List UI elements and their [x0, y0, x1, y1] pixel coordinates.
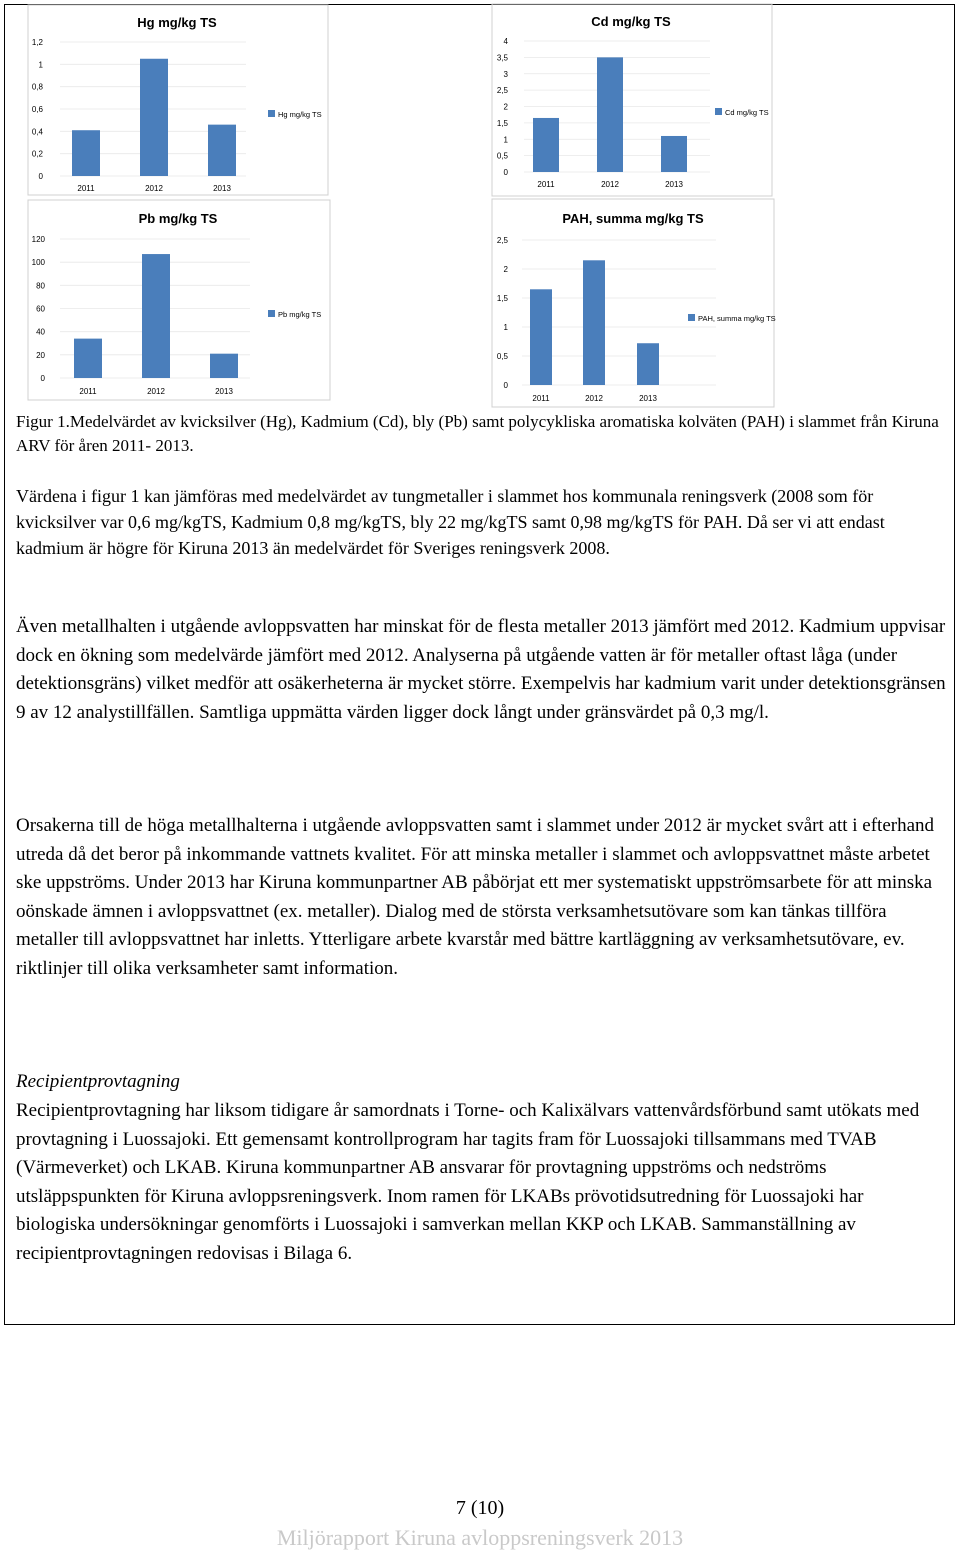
pah-x-tick-label: 2011: [532, 394, 550, 403]
hg-x-tick-label: 2012: [145, 184, 163, 193]
cd-y-tick-label: 1,5: [496, 118, 508, 128]
pb-legend-label: Pb mg/kg TS: [278, 310, 322, 319]
pb-y-tick-label: 80: [36, 281, 45, 291]
paragraph-4: Recipientprovtagning har liksom tidigare år samordnats i Torne- och Kalixälvars vattenvårdsförbund samt utökats med provtagning i Luossajoki. Ett gemensamt kontrollprogram har tagits fram för Luossajoki tillsammans med TVAB (Värmeverket) och LKAB. Kiruna kommunpartner AB ansvarar för provtagning uppströms och nedströms utsläppspunkten för Kiruna avloppsreningsverk. Inom ramen för LKABs prövotidsutredning för Luossajoki har biologiska undersökningar genomförts i Luossajoki i samverkan mellan KKP och LKAB. Sammanställning av recipientprovtagningen redovisas i Bilaga 6.: [16, 1100, 920, 1264]
cd-x-tick-label: 2013: [665, 180, 683, 189]
pb-y-tick-label: 100: [31, 258, 45, 268]
pb-y-tick-label: 20: [36, 350, 45, 360]
hg-y-tick-label: 0,2: [31, 149, 43, 159]
pah-bar-2013: [637, 343, 659, 385]
pb-y-tick-label: 40: [36, 327, 45, 337]
pah-y-tick-label: 1: [503, 323, 508, 332]
pb-y-tick-label: 60: [36, 304, 45, 314]
paragraph-1: Värdena i figur 1 kan jämföras med medelvärdet av tungmetaller i slammet hos kommunala reningsverk (2008 som för kvicksilver var 0,6 mg/kgTS, Kadmium 0,8 mg/kgTS, bly 22 mg/kgTS samt 0,98 mg/kgTS för PAH. Då ser vi att endast kadmium är högre för Kiruna 2013 än medelvärdet för Sveriges reningsverk 2008.: [16, 486, 885, 558]
paragraph-3: Orsakerna till de höga metallhalterna i utgående avloppsvatten samt i slammet under 2012 är mycket svårt att i efterhand utreda då det beror på inkommande vattnets kvalitet. För att minska metaller i slammet och avloppsvattnet måste arbetet ske uppströms. Under 2013 har Kiruna kommunpartner AB påbörjat ett mer systematiskt uppströmsarbete för att minska oönskade ämnen i avloppsvattnet (ex. metaller). Dialog med de största verksamhetsutövare som kan tänkas tillföra metaller till avloppsvattnet har inletts. Ytterligare arbete kvarstår med bättre kartläggning av verksamhetsutövare, ev. riktlinjer till olika verksamheter samt information.: [16, 815, 935, 979]
cd-y-tick-label: 2,5: [496, 86, 508, 96]
pah-y-tick-label: 2,5: [496, 236, 508, 245]
pah-chart: [0, 0, 960, 410]
hg-y-tick-label: 1: [38, 60, 43, 70]
cd-chart-title: Cd mg/kg TS: [591, 14, 671, 29]
paragraph-2: Även metallhalten i utgående avloppsvatten har minskat för de flesta metaller 2013 jämfört med 2012. Kadmium uppvisar dock en ökning som medelvärde jämfört med 2012. Analyserna på utgående vatten är för metaller oftast låga (under detektionsgräns) vilket medför att osäkerheterna är mycket större. Exempelvis har kadmium varit under detektionsgränsen 9 av 12 analystillfällen. Samtliga uppmätta värden ligger dock långt under gränsvärdet på 0,3 mg/l.: [16, 616, 946, 723]
cd-x-tick-label: 2011: [537, 180, 555, 189]
cd-y-tick-label: 1: [503, 135, 508, 145]
pb-chart-title: Pb mg/kg TS: [138, 211, 218, 226]
pb-y-tick-label: 120: [31, 235, 45, 244]
pah-y-tick-label: 0,5: [496, 352, 508, 361]
pah-legend-swatch: [688, 314, 695, 321]
cd-legend-label: Cd mg/kg TS: [725, 108, 769, 117]
pah-legend-label: PAH, summa mg/kg TS: [698, 314, 776, 323]
page-number: 7 (10): [455, 1497, 505, 1519]
hg-y-tick-label: 0: [38, 172, 43, 181]
pah-y-tick-label: 2: [503, 265, 508, 274]
pah-x-tick-label: 2012: [585, 394, 603, 403]
hg-x-tick-label: 2013: [213, 184, 231, 193]
hg-legend-label: Hg mg/kg TS: [278, 110, 322, 119]
pb-x-tick-label: 2012: [147, 387, 165, 396]
pah-x-tick-label: 2013: [639, 394, 657, 403]
hg-y-tick-label: 0,8: [31, 82, 43, 92]
hg-y-tick-label: 0,6: [31, 105, 43, 114]
cd-y-tick-label: 0: [503, 168, 508, 177]
pah-bar-2011: [530, 289, 552, 385]
pah-y-tick-label: 0: [503, 381, 508, 390]
hg-y-tick-label: 1,2: [31, 38, 43, 47]
pah-y-tick-label: 1,5: [496, 294, 508, 303]
hg-x-tick-label: 2011: [77, 184, 95, 193]
cd-y-tick-label: 4: [503, 37, 508, 46]
cd-y-tick-label: 3: [503, 69, 508, 79]
cd-y-tick-label: 2: [503, 102, 508, 112]
pb-x-tick-label: 2011: [79, 387, 97, 396]
pah-bar-2012: [583, 260, 605, 385]
section-heading-recipientprovtagning: Recipientprovtagning: [16, 1071, 180, 1092]
cd-y-tick-label: 0,5: [496, 151, 508, 161]
pah-chart-title: PAH, summa mg/kg TS: [562, 211, 704, 226]
cd-x-tick-label: 2012: [601, 180, 619, 189]
hg-chart-title: Hg mg/kg TS: [137, 15, 217, 30]
pb-y-tick-label: 0: [40, 374, 45, 383]
figure-caption: Figur 1.Medelvärdet av kvicksilver (Hg), Kadmium (Cd), bly (Pb) samt polycykliska aromatiska kolväten (PAH) i slammet från Kiruna ARV för åren 2011- 2013.: [16, 412, 939, 455]
cd-y-tick-label: 3,5: [496, 53, 508, 63]
footer-title: Miljörapport Kiruna avloppsreningsverk 2013: [276, 1525, 684, 1550]
pb-x-tick-label: 2013: [215, 387, 233, 396]
hg-y-tick-label: 0,4: [31, 127, 43, 137]
